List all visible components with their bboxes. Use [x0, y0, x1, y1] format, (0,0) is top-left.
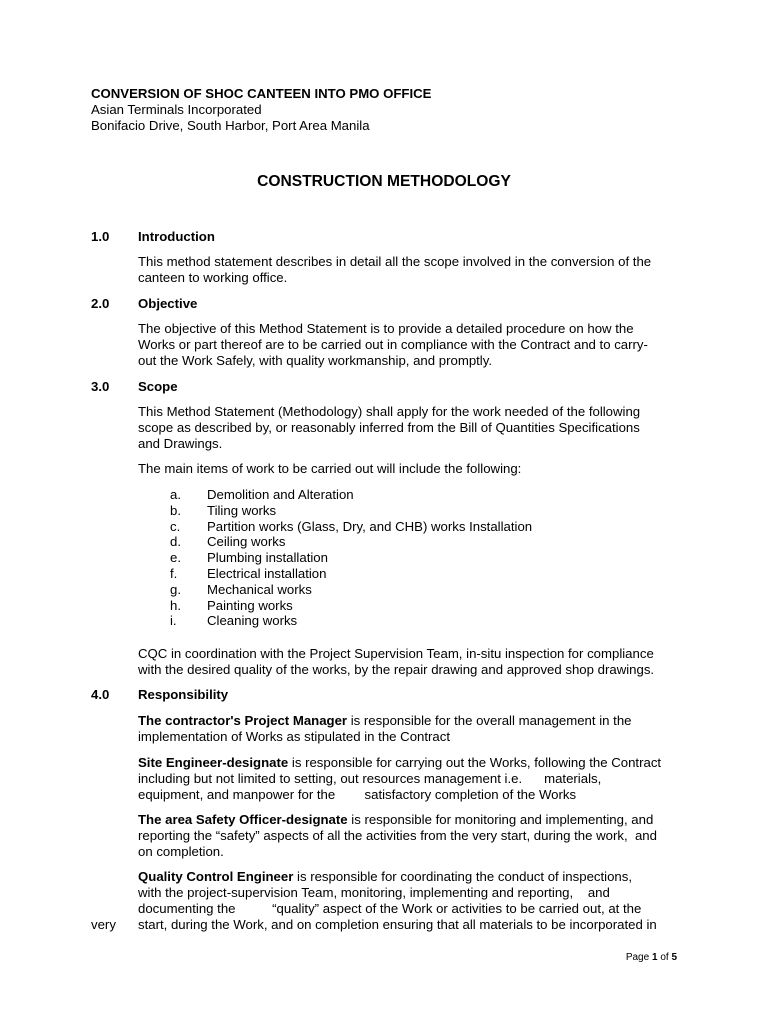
- section-number: 1.0: [91, 229, 110, 244]
- text-line: and Drawings.: [138, 436, 223, 451]
- text-line: with the desired quality of the works, by the repair drawing and approved shop drawings.: [138, 662, 655, 677]
- list-letter: e.: [170, 550, 181, 566]
- list-letter: g.: [170, 581, 181, 597]
- list-text: Cleaning works: [207, 613, 298, 629]
- section-heading-responsibility: [91, 687, 228, 703]
- document-header: [91, 86, 431, 134]
- text-line: documenting the “quality” aspect of the Work or activities to be carried out, at the: [138, 901, 642, 916]
- text-line: out the Work Safely, with quality workmanship, and promptly.: [138, 353, 493, 368]
- section-title: Objective: [138, 296, 198, 311]
- list-letter: a.: [170, 487, 181, 502]
- company-address: Bonifacio Drive, South Harbor, Port Area Manila: [91, 118, 370, 133]
- text-line: scope as described by, or reasonably inferred from the Bill of Quantities Specifications: [138, 420, 640, 435]
- text-line: canteen to working office.: [138, 270, 288, 285]
- section-number: 2.0: [91, 296, 110, 311]
- quality-control-paragraph: [138, 869, 671, 933]
- role-title: The contractor's Project Manager: [138, 713, 348, 728]
- text-line: Works or part thereof are to be carried out in compliance with the Contract and to carry-: [138, 337, 648, 352]
- list-letter: d.: [170, 534, 181, 550]
- site-engineer-paragraph: [138, 755, 671, 803]
- section-heading-objective: [91, 296, 197, 312]
- list-text: Ceiling works: [207, 534, 286, 550]
- list-letter: i.: [170, 613, 177, 629]
- text-run: is responsible for the overall management in the: [347, 713, 632, 728]
- cqc-paragraph: [138, 646, 671, 678]
- section-title: Scope: [138, 379, 178, 394]
- text-line: implementation of Works as stipulated in the Contract: [138, 729, 451, 744]
- role-title: Quality Control Engineer: [138, 869, 294, 884]
- list-item: [170, 582, 532, 598]
- section-heading-introduction: [91, 229, 215, 245]
- text-line: start, during the Work, and on completion ensuring that all materials to be incorporated in: [138, 917, 657, 932]
- list-item: [170, 598, 532, 614]
- list-letter: h.: [170, 597, 181, 613]
- list-letter: f.: [170, 565, 178, 581]
- list-text: Partition works (Glass, Dry, and CHB) works Installation: [207, 518, 533, 534]
- text-line: This Method Statement (Methodology) shall apply for the work needed of the following: [138, 404, 641, 419]
- list-item: [170, 519, 532, 535]
- text-line: This method statement describes in detail all the scope involved in the conversion of the: [138, 254, 652, 269]
- page-total: 5: [671, 952, 677, 963]
- section-title: Responsibility: [138, 687, 229, 702]
- list-item: [170, 550, 532, 566]
- text-run: is responsible for carrying out the Works, following the Contract: [288, 755, 662, 770]
- page-label: Page: [625, 952, 650, 963]
- text-line: [138, 812, 671, 828]
- text-line: [138, 869, 671, 885]
- project-manager-paragraph: [138, 713, 671, 745]
- text-line: CQC in coordination with the Project Supervision Team, in-situ inspection for compliance: [138, 646, 654, 661]
- text-line: with the project-supervision Team, monitoring, implementing and reporting, and: [138, 885, 610, 900]
- safety-officer-paragraph: [138, 812, 671, 860]
- objective-paragraph: [138, 321, 671, 369]
- text-line: reporting the “safety” aspects of all the activities from the very start, during the work, and: [138, 828, 657, 843]
- role-title: The area Safety Officer-designate: [138, 812, 348, 827]
- list-text: Tiling works: [207, 502, 277, 518]
- role-title: Site Engineer-designate: [138, 755, 289, 770]
- list-item: [170, 613, 532, 629]
- work-items-list: [170, 487, 532, 629]
- list-item: [170, 503, 532, 519]
- document-title: CONSTRUCTION METHODOLOGY: [257, 173, 511, 190]
- page-number: 1: [651, 952, 658, 963]
- list-item: [170, 566, 532, 582]
- page-footer: [626, 950, 677, 966]
- section-number: 3.0: [91, 379, 110, 394]
- text-run: is responsible for monitoring and implementing, and: [347, 812, 654, 827]
- company-name: Asian Terminals Incorporated: [91, 102, 262, 117]
- text-line: equipment, and manpower for the satisfactory completion of the Works: [138, 787, 577, 802]
- introduction-paragraph: [138, 254, 671, 286]
- list-letter: c.: [170, 518, 181, 534]
- section-heading-scope: [91, 379, 178, 395]
- list-text: Mechanical works: [207, 581, 312, 597]
- section-number: 4.0: [91, 687, 110, 702]
- list-text: Plumbing installation: [207, 550, 328, 566]
- list-item: [170, 534, 532, 550]
- text-line: on completion.: [138, 844, 224, 859]
- of-label: of: [660, 952, 669, 963]
- text-line: The objective of this Method Statement is to provide a detailed procedure on how the: [138, 321, 634, 336]
- section-title: Introduction: [138, 229, 215, 244]
- text-line: including but not limited to setting, out resources management i.e. materials,: [138, 771, 602, 786]
- text-run: is responsible for coordinating the conduct of inspections,: [293, 869, 633, 884]
- scope-paragraph: [138, 404, 671, 452]
- project-title: CONVERSION OF SHOC CANTEEN INTO PMO OFFICE: [91, 86, 432, 101]
- list-text: Demolition and Alteration: [207, 487, 354, 502]
- list-item: [170, 487, 532, 503]
- overhang-word: very: [91, 917, 116, 932]
- text-line: [138, 755, 671, 771]
- text-line: [138, 713, 671, 729]
- list-text: Painting works: [207, 597, 293, 613]
- scope-items-intro: The main items of work to be carried out will include the following:: [138, 461, 522, 476]
- list-text: Electrical installation: [207, 565, 327, 581]
- list-letter: b.: [170, 502, 181, 518]
